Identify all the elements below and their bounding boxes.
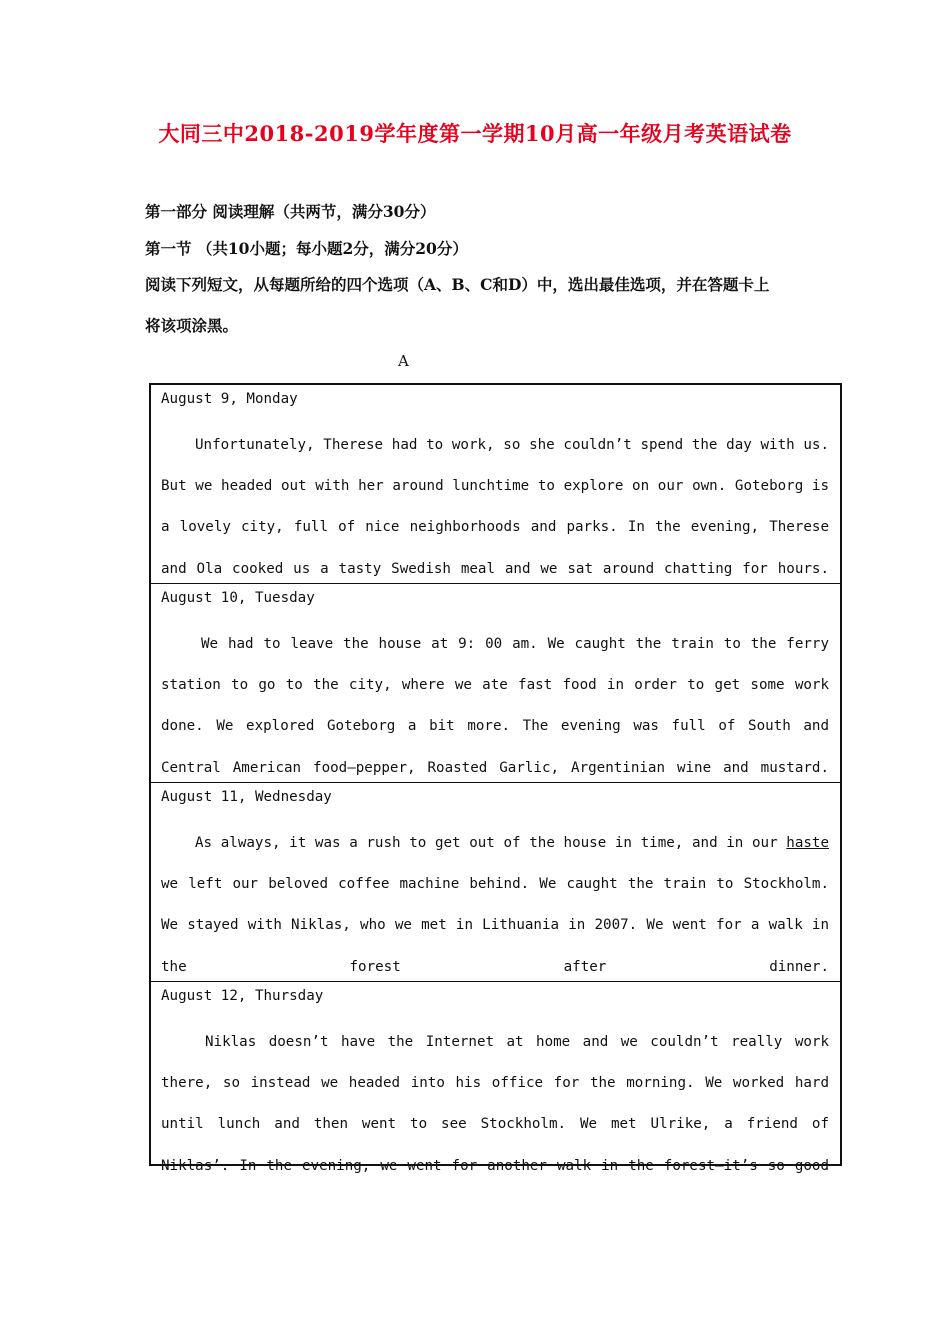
part-heading: 第一部分 阅读理解（共两节，满分30分）	[145, 202, 436, 221]
passage-label: A	[398, 352, 409, 370]
entry-text: Unfortunately, Therese had to work, so she couldn’t spend the day with us. But we headed out with her around lunchtime to explore on our own. Goteborg is a lovely city, full of nice neighborhoods and parks. In the evening, Therese and Ola cooked us a tasty Swedish meal and we sat around chatting for hours.	[161, 437, 829, 577]
entry-date: August 9, Monday	[161, 391, 298, 407]
entry-text: As always, it was a rush to get out of the house in time, and in our haste we left our beloved coffee machine behind. We caught the train to Stockholm. We stayed with Niklas, who we met in Lithuania in 2007. We went for a walk in the forest after dinner.	[161, 835, 829, 975]
diary-entry	[151, 783, 840, 982]
entry-date: August 10, Tuesday	[161, 590, 315, 606]
entry-date: August 11, Wednesday	[161, 789, 332, 805]
entry-text: Niklas doesn’t have the Internet at home and we couldn’t really work there, so instead we headed into his office for the morning. We worked hard until lunch and then went to see Stockholm. We met Ulrike, a friend of Niklas’. In the evening, we went for another walk in the forest—it’s so good	[161, 1034, 829, 1174]
subsection-heading: 第一节 （共10小题；每小题2分，满分20分）	[145, 239, 468, 258]
diary-entry	[151, 982, 840, 1174]
entry-text: We had to leave the house at 9: 00 am. We caught the train to the ferry station to go to the city, where we ate fast food in order to get some work done. We explored Goteborg a bit more. The evening was full of South and Central American food—pepper, Roasted Garlic, Argentinian wine and mustard.	[161, 636, 829, 776]
underlined-word: haste	[786, 835, 829, 851]
entry-date: August 12, Thursday	[161, 988, 324, 1004]
diary-entry	[151, 584, 840, 783]
diary-entry	[151, 385, 840, 584]
instruction-line-1: 阅读下列短文，从每题所给的四个选项（A、B、C和D）中，选出最佳选项，并在答题卡上	[145, 275, 770, 294]
instruction-line-2: 将该项涂黑。	[145, 316, 239, 335]
exam-title: 大同三中2018-2019学年度第一学期10月高一年级月考英语试卷	[158, 121, 792, 146]
diary-table	[149, 383, 842, 1174]
